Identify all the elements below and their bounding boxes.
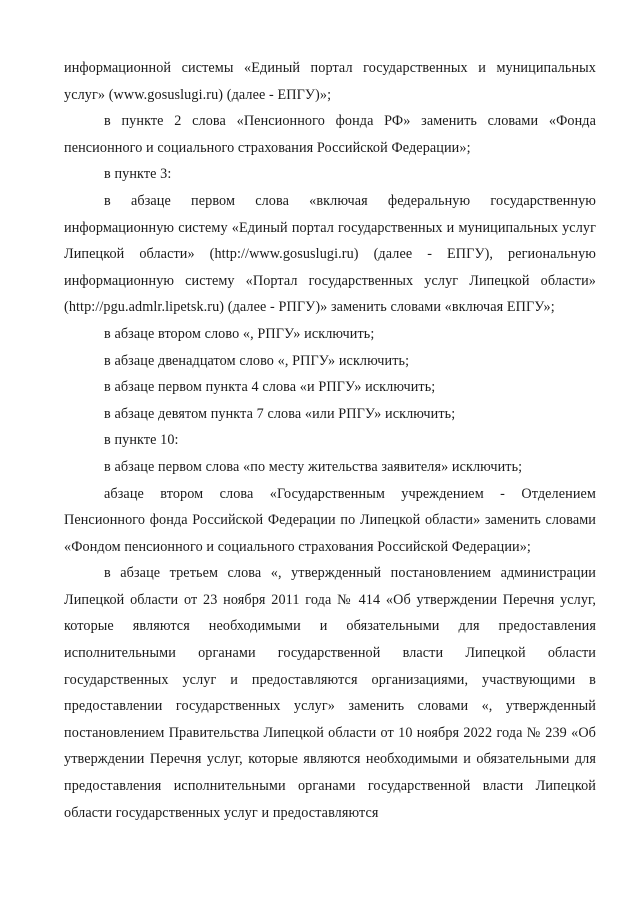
document-page [64,55,596,826]
paragraph-2: в пункте 2 слова «Пенсионного фонда РФ» заменить словами «Фонда пенсионного и социального страхования Российской Федерации»; [64,113,596,156]
paragraph-9: в пункте 10: [104,432,179,449]
paragraph-5: в абзаце втором слово «, РПГУ» исключить; [104,325,375,342]
paragraph-10: в абзаце первом слова «по месту жительства заявителя» исключить; [104,458,523,475]
paragraph-8: в абзаце девятом пункта 7 слова «или РПГУ» исключить; [104,405,456,422]
paragraph-7: в абзаце первом пункта 4 слова «и РПГУ» исключить; [104,379,436,396]
paragraph-4: в абзаце первом слова «включая федеральную государственную информационную систему «Единый портал государственных и муниципальных услуг Липецкой области» (http://www.gosuslugi.ru) (далее - ЕПГУ), региональную информационную систему «Портал государственных услуг Липецкой области» (http://pgu.admlr.lipetsk.ru) (далее - РПГУ)» заменить словами «включая ЕПГУ»; [64,192,596,316]
paragraph-1: информационной системы «Единый портал государственных и муниципальных услуг» (www.gosuslugi.ru) (далее - ЕПГУ)»; [64,60,596,103]
paragraph-3: в пункте 3: [104,166,172,183]
paragraph-12: в абзаце третьем слова «, утвержденный постановлением администрации Липецкой области от 23 ноября 2011 года № 414 «Об утверждении Перечня услуг, которые являются необходимыми и обязательными для предоставления исполнительными органами государственной власти Липецкой области государственных услуг и предоставляются организациями, участвующими в предоставлении государственных услуг» заменить словами «, утвержденный постановлением Правительства Липецкой области от 10 ноября 2022 года № 239 «Об утверждении Перечня услуг, которые являются необходимыми и обязательными для предоставления исполнительными органами государственной власти Липецкой области государственных услуг и предоставляются [64,565,596,821]
paragraph-11: абзаце втором слова «Государственным учреждением - Отделением Пенсионного фонда Российской Федерации по Липецкой области» заменить словами «Фондом пенсионного и социального страхования Российской Федерации»; [64,485,596,555]
paragraph-6: в абзаце двенадцатом слово «, РПГУ» исключить; [104,352,410,369]
